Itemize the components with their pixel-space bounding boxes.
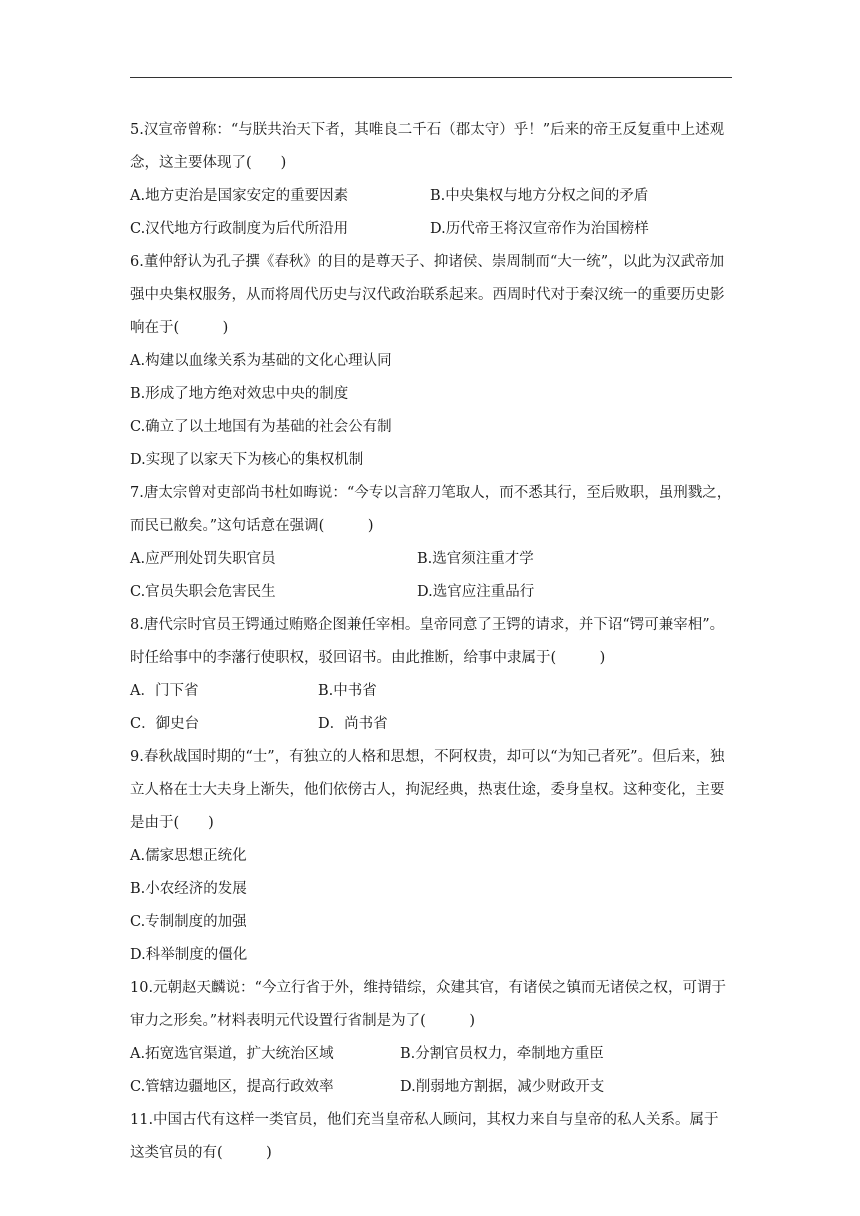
option-c: C.确立了以土地国有为基础的社会公有制 [130,419,392,435]
option-list [130,345,732,477]
question-stem: 10.元朝赵天麟说：“今立行省于外，维持错综，众建其官，有诸侯之镇而无诸侯之权，可谓于审力之形矣。”材料表明元代设置行省制是为了( ) [130,980,726,1029]
option-list [130,675,732,741]
option-b: B.小农经济的发展 [130,881,247,897]
option-list [130,840,732,972]
question-stem: 7.唐太宗曾对吏部尚书杜如晦说：“今专以言辞刀笔取人，而不悉其行，至后败职，虽刑戮之，而民已敝矣。”这句话意在强调( ) [130,485,732,534]
question-9 [130,741,732,972]
question-11 [130,1104,732,1170]
question-stem: 6.董仲舒认为孔子撰《春秋》的目的是尊天子、抑诸侯、崇周制而“大一统”，以此为汉武帝加强中央集权服务，从而将周代历史与汉代政治联系起来。西周时代对于秦汉统一的重要历史影响在于( ) [130,254,725,336]
option-b: B.选官须注重才学 [417,551,534,567]
option-d: D.科举制度的僵化 [130,947,248,963]
option-list [130,1038,732,1104]
option-list [130,180,732,246]
option-b: B.中书省 [318,683,377,699]
option-d: D.实现了以家天下为核心的集权机制 [130,452,364,468]
option-b: B.形成了地方绝对效忠中央的制度 [130,386,349,402]
option-a: A．门下省 [130,683,199,699]
option-c: C.汉代地方行政制度为后代所沿用 [130,221,349,237]
option-c: C.专制制度的加强 [130,914,247,930]
option-c: C.管辖边疆地区，提高行政效率 [130,1079,334,1095]
option-list [130,543,732,609]
question-list [130,114,732,1170]
question-8 [130,609,732,741]
option-b: B.分割官员权力，牵制地方重臣 [400,1046,604,1062]
option-a: A.构建以血缘关系为基础的文化心理认同 [130,353,392,369]
option-a: A.拓宽选官渠道，扩大统治区域 [130,1046,334,1062]
option-b: B.中央集权与地方分权之间的矛盾 [430,188,649,204]
question-7 [130,477,732,609]
question-stem: 5.汉宣帝曾称：“与朕共治天下者，其唯良二千石（郡太守）乎！”后来的帝王反复重中上述观念，这主要体现了( ) [130,122,725,171]
question-6 [130,246,732,477]
option-d: D.历代帝王将汉宣帝作为治国榜样 [430,221,649,237]
header-rule [130,77,732,78]
question-stem: 9.春秋战国时期的“士”，有独立的人格和思想，不阿权贵，却可以“为知己者死”。但后来，独立人格在士大夫身上渐失，他们依傍古人，拘泥经典，热衷仕途，委身皇权。这种变化，主要是由于( ) [130,749,725,831]
option-d: D.选官应注重品行 [417,584,535,600]
question-10 [130,972,732,1104]
question-stem: 8.唐代宗时官员王锷通过贿赂企图兼任宰相。皇帝同意了王锷的请求，并下诏“锷可兼宰相”。时任给事中的李藩行使职权，驳回诏书。由此推断，给事中隶属于( ) [130,617,725,666]
option-d: D．尚书省 [318,716,388,732]
option-a: A.儒家思想正统化 [130,848,247,864]
option-a: A.应严刑处罚失职官员 [130,551,276,567]
question-5 [130,114,732,246]
question-stem: 11.中国古代有这样一类官员，他们充当皇帝私人顾问，其权力来自与皇帝的私人关系。属于这类官员的有( ) [130,1112,719,1161]
option-c: C．御史台 [130,716,200,732]
option-d: D.削弱地方割据，减少财政开支 [400,1079,605,1095]
option-a: A.地方吏治是国家安定的重要因素 [130,188,349,204]
option-c: C.官员失职会危害民生 [130,584,276,600]
